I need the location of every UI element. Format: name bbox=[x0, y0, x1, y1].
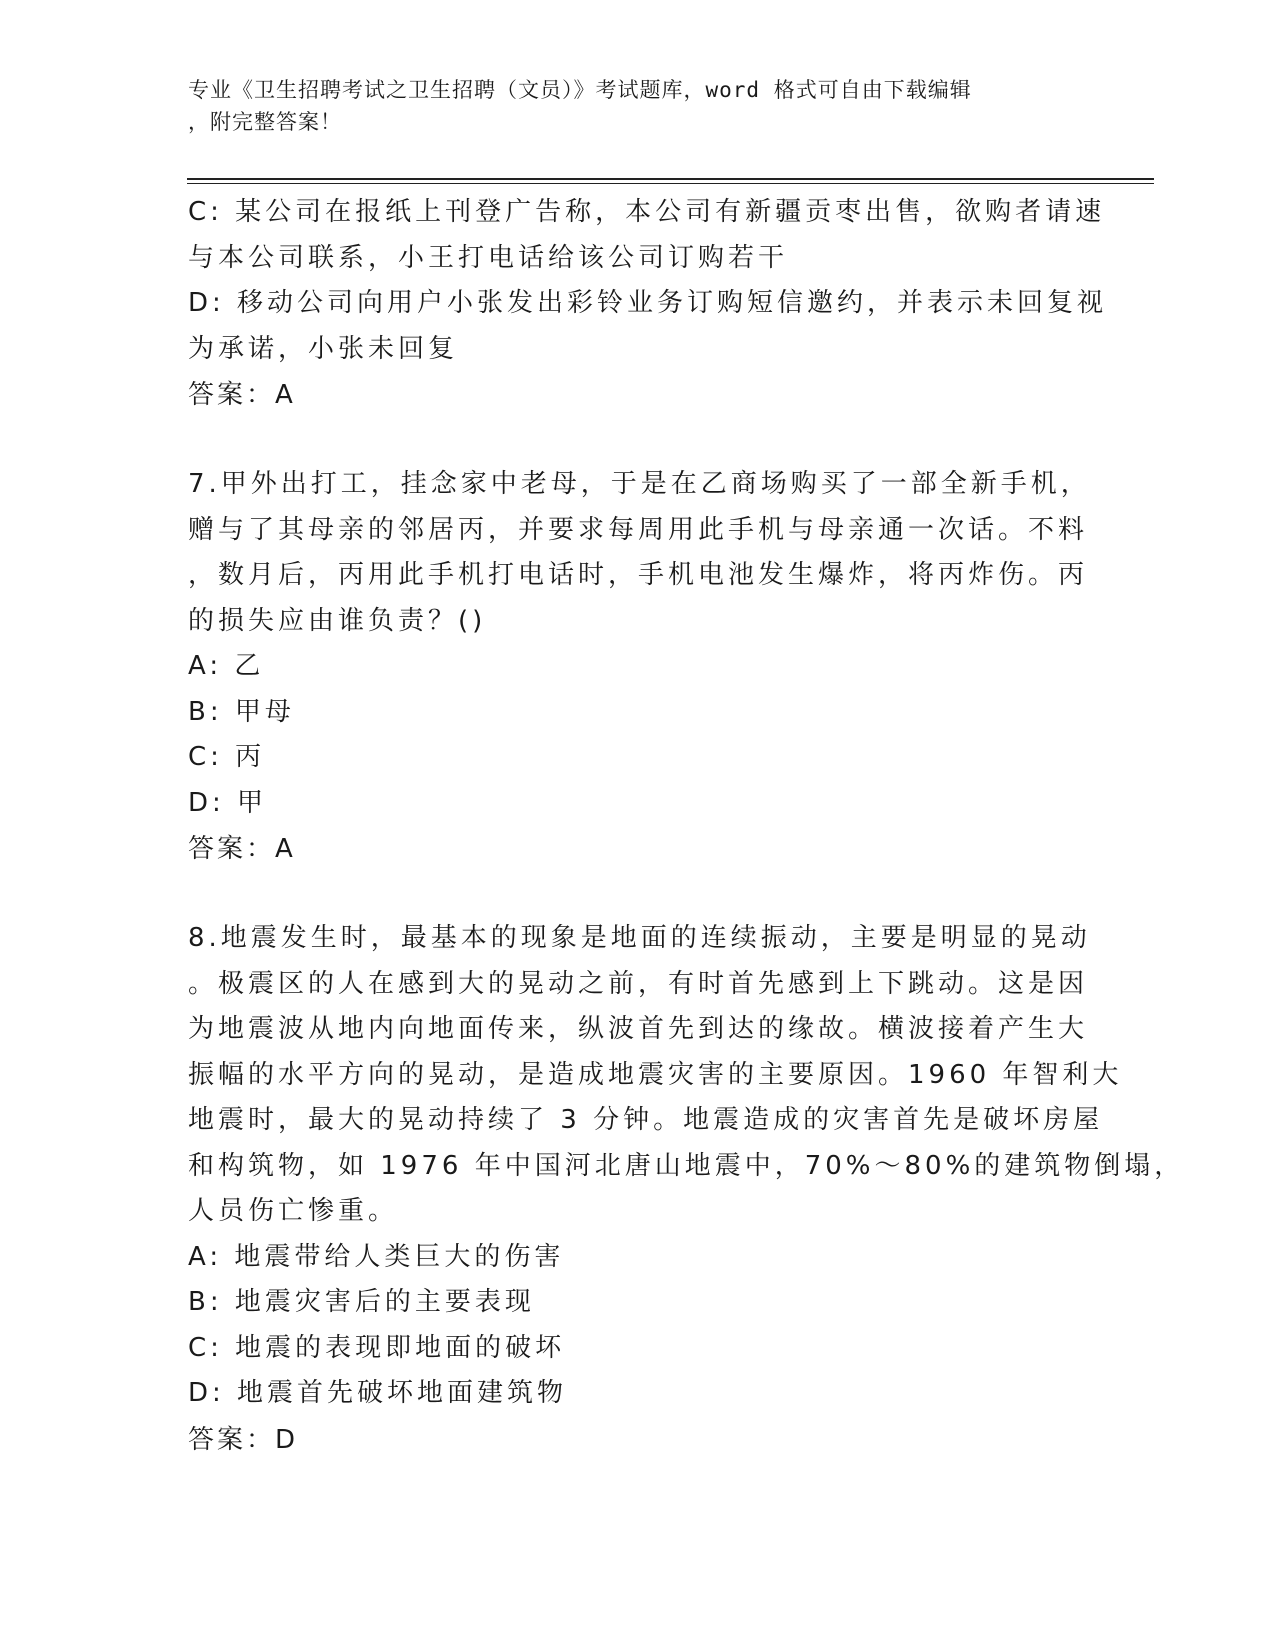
question-8 bbox=[188, 916, 1185, 1463]
question-8-option-d: D: 地震首先破坏地面建筑物 bbox=[188, 1378, 568, 1408]
question-7-stem-line: 赠与了其母亲的邻居丙，并要求每周用此手机与母亲通一次话。不料 bbox=[188, 514, 1089, 545]
answer-7: 答案：A bbox=[188, 834, 296, 864]
document-body bbox=[188, 190, 1185, 1463]
option-d-line-2: 为承诺，小张未回复 bbox=[188, 333, 459, 364]
question-8-stem-line: 为地震波从地内向地面传来，纵波首先到达的缘故。横波接着产生大 bbox=[188, 1014, 1089, 1044]
question-8-option-a: A: 地震带给人类巨大的伤害 bbox=[188, 1241, 565, 1272]
question-7-option-a: A: 乙 bbox=[188, 651, 265, 681]
question-7-stem-line: 7.甲外出打工，挂念家中老母，于是在乙商场购买了一部全新手机， bbox=[188, 469, 1091, 499]
question-7 bbox=[188, 462, 1091, 872]
header-rule-thick bbox=[187, 178, 1154, 180]
answer-6: 答案：A bbox=[188, 380, 296, 410]
question-7-option-d: D: 甲 bbox=[188, 787, 268, 818]
header-rule-thin bbox=[187, 183, 1154, 184]
option-c-line-1: C: 某公司在报纸上刊登广告称，本公司有新疆贡枣出售，欲购者请速 bbox=[188, 197, 1106, 227]
question-8-option-c: C: 地震的表现即地面的破坏 bbox=[188, 1332, 566, 1363]
question-8-stem-line: 8.地震发生时，最基本的现象是地面的连续振动，主要是明显的晃动 bbox=[188, 923, 1091, 953]
document-header bbox=[188, 74, 1088, 138]
question-7-option-b: B: 甲母 bbox=[188, 696, 295, 727]
question-7-stem-line: 的损失应由谁负责？() bbox=[188, 605, 487, 636]
spacer bbox=[188, 872, 1088, 916]
answer-8: 答案：D bbox=[188, 1424, 299, 1455]
question-8-stem-line: 人员伤亡惨重。 bbox=[188, 1196, 399, 1226]
question-8-stem-line: 地震时，最大的晃动持续了 3 分钟。地震造成的灾害首先是破坏房屋 bbox=[188, 1105, 1104, 1135]
question-7-stem-line: ，数月后，丙用此手机打电话时，手机电池发生爆炸，将丙炸伤。丙 bbox=[188, 560, 1089, 590]
spacer bbox=[188, 418, 1088, 462]
option-d-line-1: D: 移动公司向用户小张发出彩铃业务订购短信邀约，并表示未回复视 bbox=[188, 288, 1108, 318]
header-line-1: 专业《卫生招聘考试之卫生招聘（文员）》考试题库，word 格式可自由下载编辑 bbox=[188, 78, 972, 102]
question-8-stem-line: 。极震区的人在感到大的晃动之前，有时首先感到上下跳动。这是因 bbox=[188, 968, 1089, 999]
question-8-stem-line: 和构筑物，如 1976 年中国河北唐山地震中，70%～80%的建筑物倒塌， bbox=[188, 1150, 1185, 1181]
option-c-line-2: 与本公司联系，小王打电话给该公司订购若干 bbox=[188, 242, 789, 273]
header-line-2: ，附完整答案！ bbox=[188, 110, 342, 134]
question-8-option-b: B: 地震灾害后的主要表现 bbox=[188, 1287, 535, 1317]
question-6-tail bbox=[188, 190, 1108, 418]
question-7-option-c: C: 丙 bbox=[188, 742, 266, 772]
question-8-stem-line: 振幅的水平方向的晃动，是造成地震灾害的主要原因。1960 年智利大 bbox=[188, 1059, 1123, 1090]
